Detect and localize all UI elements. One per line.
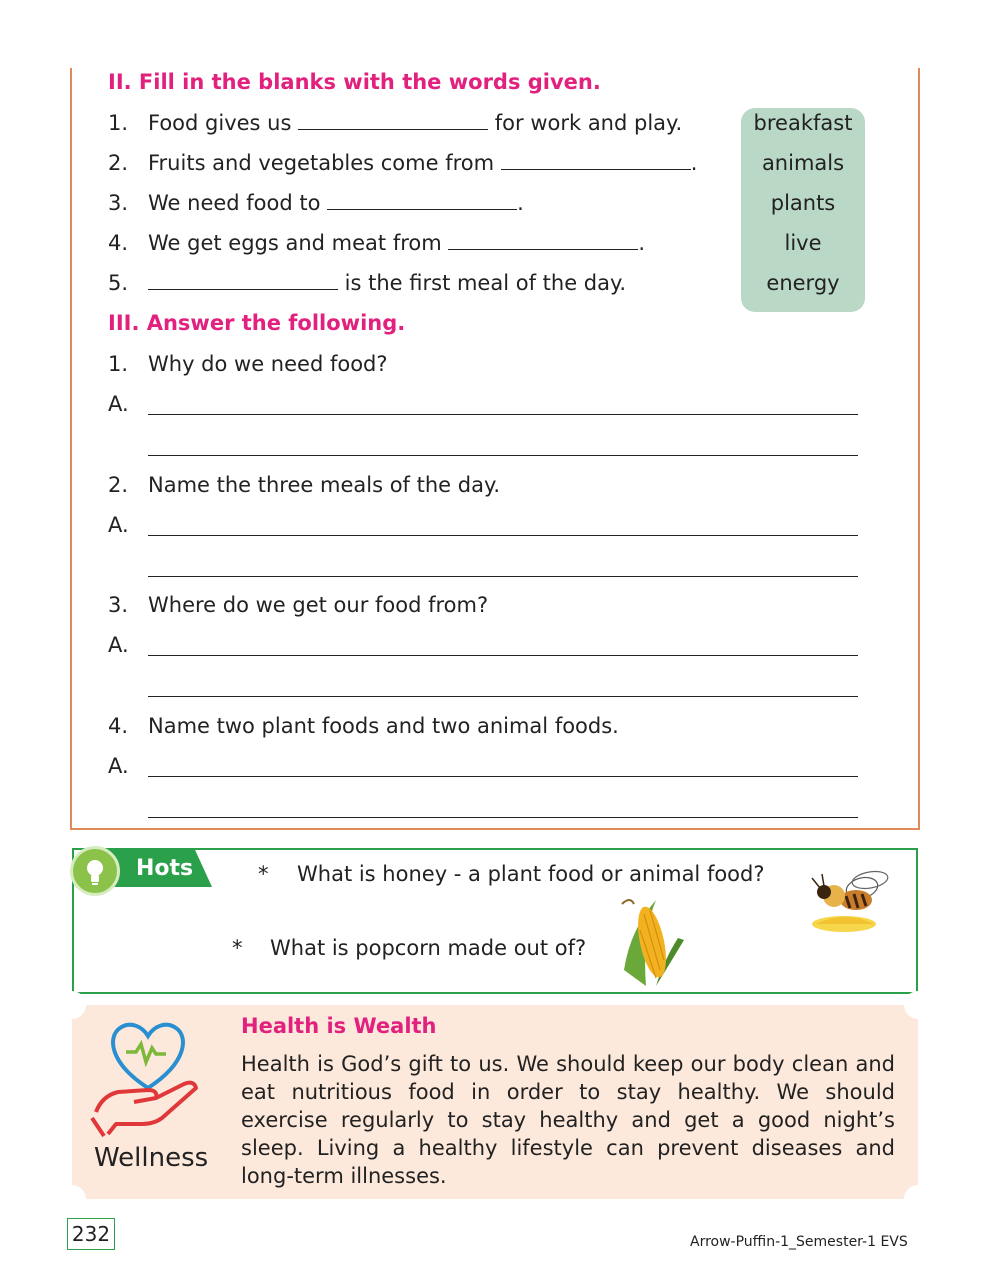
item-text-before: Fruits and vegetables come from — [148, 151, 501, 175]
hots-question-2: What is popcorn made out of? — [270, 936, 587, 960]
answer-line[interactable] — [148, 776, 858, 777]
item-number: 3. — [108, 191, 129, 215]
word-bank-item: energy — [766, 271, 840, 295]
blank-field[interactable] — [501, 151, 691, 170]
answer-line[interactable] — [148, 817, 858, 818]
hots-label: Hots — [136, 856, 194, 881]
word-bank-item: plants — [770, 191, 836, 215]
book-title: Arrow-Puffin-1_Semester-1 EVS — [690, 1234, 908, 1250]
answer-marker: A. — [108, 754, 129, 778]
heart-hand-icon — [88, 1012, 218, 1142]
item-text-before: We need food to — [148, 191, 328, 215]
bullet-star: * — [258, 862, 269, 886]
word-bank-item: breakfast — [753, 111, 853, 135]
blank-field[interactable] — [298, 111, 488, 130]
wellness-label: Wellness — [94, 1143, 209, 1173]
blank-field[interactable] — [327, 191, 517, 210]
corner-notch — [58, 991, 86, 1019]
answer-line[interactable] — [148, 696, 858, 697]
item-text-after: . — [638, 231, 646, 255]
answer-line[interactable] — [148, 655, 858, 656]
hots-question-1: What is honey - a plant food or animal food? — [297, 862, 765, 886]
wellness-title: Health is Wealth — [241, 1014, 437, 1038]
section-2-heading: II. Fill in the blanks with the words given. — [108, 70, 601, 94]
answer-marker: A. — [108, 633, 129, 657]
answer-marker: A. — [108, 513, 129, 537]
corner-notch — [58, 1185, 86, 1213]
answer-line[interactable] — [148, 455, 858, 456]
blank-field[interactable] — [448, 231, 638, 250]
question-number: 2. — [108, 473, 129, 497]
bee-icon — [804, 862, 898, 934]
question-number: 3. — [108, 593, 129, 617]
item-text-after: is the first meal of the day. — [338, 271, 627, 295]
word-bank-item: live — [784, 231, 822, 255]
bullet-star: * — [232, 936, 243, 960]
item-text-after: . — [517, 191, 524, 215]
item-number: 2. — [108, 151, 129, 175]
corner-notch — [904, 1185, 932, 1213]
question-number: 4. — [108, 714, 129, 738]
item-text-before: We get eggs and meat from — [148, 231, 449, 255]
word-bank-item: animals — [761, 151, 845, 175]
word-bank — [741, 108, 865, 312]
question-text: Name two plant foods and two animal foods. — [148, 714, 619, 738]
answer-line[interactable] — [148, 414, 858, 415]
item-text-before: Food gives us — [148, 111, 299, 135]
question-text: Why do we need food? — [148, 352, 388, 376]
wellness-body: Health is God’s gift to us. We should keep our body clean and eat nutritious food in order to stay healthy. We should exercise regularly to stay healthy and get a good night’s sleep. Living a healthy lifestyle can prevent diseases and long-term illnesses. — [241, 1052, 895, 1188]
blank-field[interactable] — [148, 271, 338, 290]
item-text-after: for work and play. — [488, 111, 683, 135]
item-number: 4. — [108, 231, 129, 255]
lightbulb-icon — [70, 846, 120, 896]
question-number: 1. — [108, 352, 129, 376]
answer-line[interactable] — [148, 535, 858, 536]
item-number: 5. — [108, 271, 129, 295]
item-text-after: . — [690, 151, 698, 175]
section-3-heading: III. Answer the following. — [108, 311, 406, 335]
question-text: Name the three meals of the day. — [148, 473, 501, 497]
page-number: 232 — [67, 1218, 115, 1250]
answer-line[interactable] — [148, 576, 858, 577]
item-number: 1. — [108, 111, 129, 135]
question-text: Where do we get our food from? — [148, 593, 489, 617]
corn-icon — [616, 890, 692, 990]
answer-marker: A. — [108, 392, 129, 416]
corner-notch — [904, 991, 932, 1019]
